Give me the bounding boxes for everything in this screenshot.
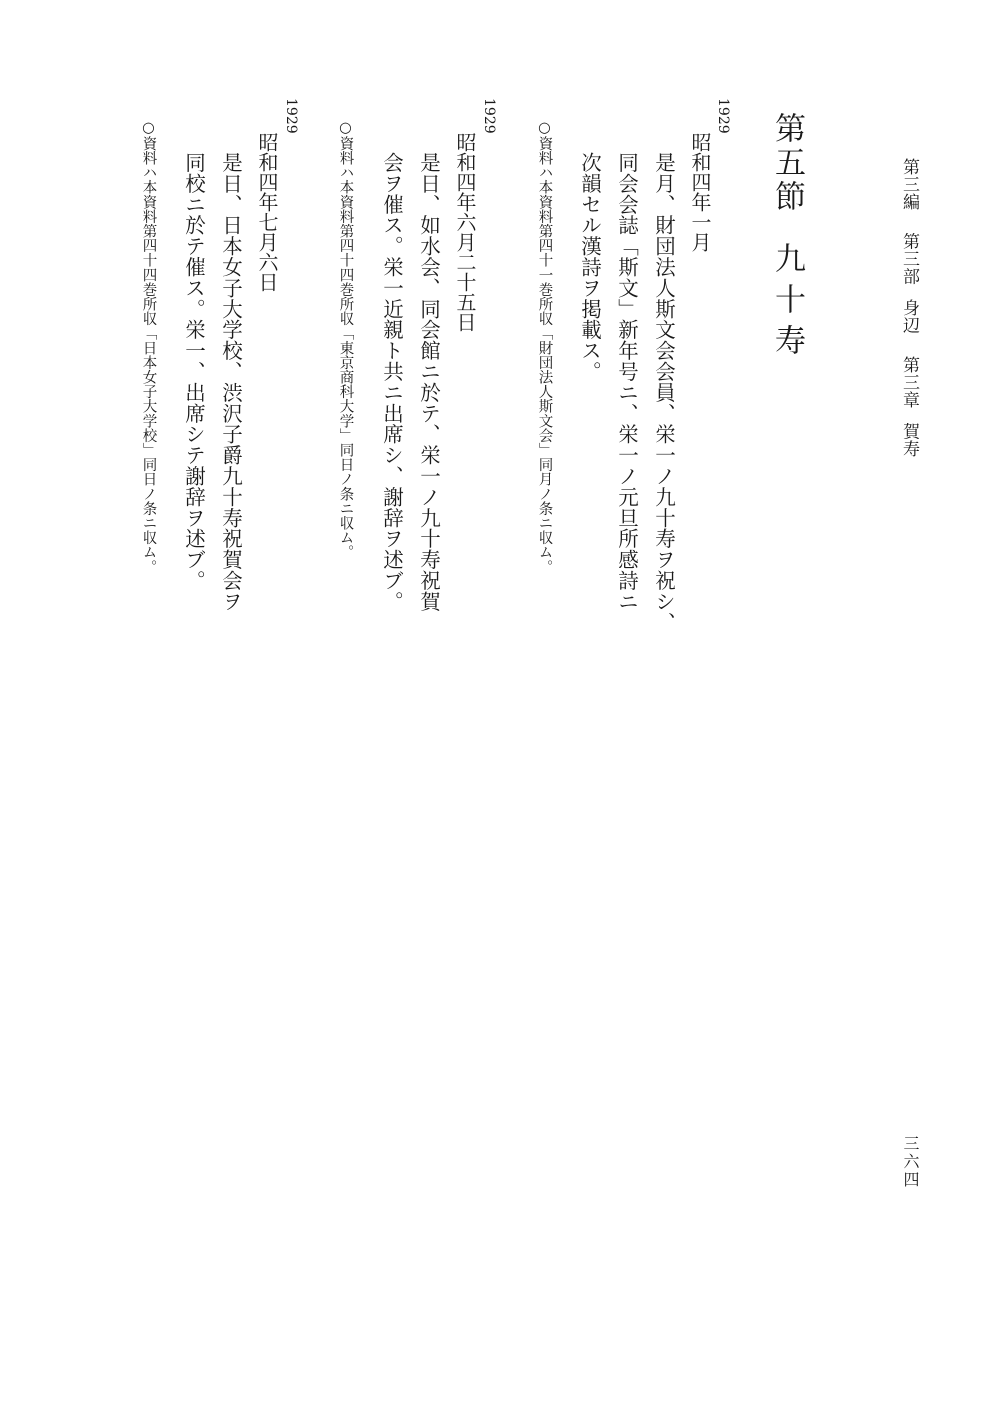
- header-chapter: 第三章: [899, 356, 919, 409]
- header-topic: 身辺: [899, 299, 919, 334]
- running-header: [900, 158, 917, 458]
- entry-body-line: 是日、日本女子大学校、渋沢子爵九十寿祝賀会ヲ: [218, 152, 243, 612]
- entry-body-line: 同会会誌「斯文」新年号ニ、栄一ノ元旦所感詩ニ: [614, 152, 639, 612]
- section-name: 九十寿: [769, 242, 805, 365]
- entry-body-line: 是月、財団法人斯文会会員、栄一ノ九十寿ヲ祝シ、: [651, 152, 676, 633]
- entry-date: 昭和四年一月: [688, 132, 712, 252]
- entry-source-note: ○資料ハ本資料第四十四巻所収「日本女子大学校」同日ノ条ニ収ム。: [140, 120, 157, 575]
- entry-body-line: 次韻セル漢詩ヲ掲載ス。: [577, 152, 602, 382]
- section-number: 第五節: [769, 112, 805, 214]
- entry-body-line: 同校ニ於テ催ス。栄一、出席シテ謝辞ヲ述ブ。: [181, 152, 206, 591]
- entry-body-line: 会ヲ催ス。栄一近親ト共ニ出席シ、謝辞ヲ述ブ。: [379, 152, 404, 612]
- header-part: 第三編: [899, 158, 919, 211]
- entry-source-note: ○資料ハ本資料第四十四巻所収「東京商科大学」同日ノ条ニ収ム。: [337, 120, 354, 560]
- header-chapter-title: 賀寿: [899, 422, 919, 458]
- header-section: 第三部: [899, 232, 919, 285]
- entry-source-note: ○資料ハ本資料第四十一巻所収「財団法人斯文会」同月ノ条ニ収ム。: [536, 120, 553, 575]
- page-number: 三六四: [901, 1135, 920, 1189]
- entry-body-line: 是日、如水会、同会館ニ於テ、栄一ノ九十寿祝賀: [416, 152, 441, 612]
- section-title: [769, 112, 805, 365]
- entry-date: 昭和四年七月六日: [255, 132, 279, 292]
- entry-year: 1929: [481, 98, 497, 134]
- entry-year: 1929: [283, 98, 299, 134]
- entry-year: 1929: [715, 98, 731, 134]
- entry-date: 昭和四年六月二十五日: [453, 132, 477, 332]
